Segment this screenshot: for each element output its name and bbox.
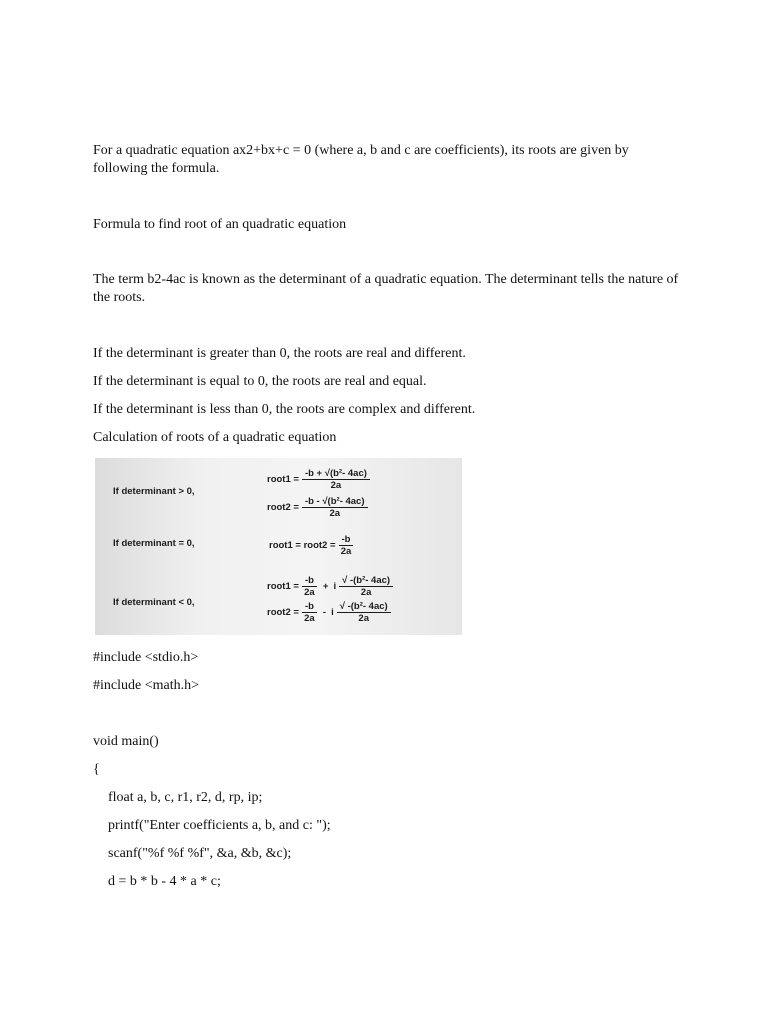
fraction-numerator: -b [302,575,317,587]
root1-label: root1 = [267,581,299,592]
root2-label: root2 = [267,502,299,513]
code-printf: printf("Enter coefficients a, b, and c: "); [108,818,331,833]
root2-label: root2 = [267,607,299,618]
fraction-numerator: -b [302,601,317,613]
root-equal-formula [269,534,356,557]
root1-fraction [302,468,370,491]
fraction-denominator: 2a [330,480,342,491]
case-less-text: If the determinant is less than 0, the roots are complex and different. [93,402,476,417]
case-zero-label: If determinant = 0, [113,538,195,549]
calculation-heading: Calculation of roots of a quadratic equation [93,430,337,445]
code-determinant: d = b * b - 4 * a * c; [108,874,221,889]
case-positive-label: If determinant > 0, [113,486,195,497]
root2-fraction [302,496,368,519]
root-equal-fraction [339,534,354,557]
minus-sign: - [322,607,327,618]
plus-sign: + [322,581,329,592]
code-main-signature: void main() [93,734,159,749]
real-part-fraction [302,575,317,598]
fraction-denominator: 2a [304,587,315,598]
imaginary-part-fraction [337,601,391,624]
real-part-fraction [302,601,317,624]
fraction-numerator: -b - √(b²- 4ac) [302,496,368,508]
code-include-stdio: #include <stdio.h> [93,650,199,665]
fraction-denominator: 2a [360,587,372,598]
code-include-math: #include <math.h> [93,678,199,693]
case-negative-label: If determinant < 0, [113,597,195,608]
imaginary-part-fraction [339,575,393,598]
code-scanf: scanf("%f %f %f", &a, &b, &c); [108,846,292,861]
root2-positive-formula [267,496,371,519]
case-equal-text: If the determinant is equal to 0, the roots are real and equal. [93,374,427,389]
fraction-numerator: √ -(b²- 4ac) [337,601,391,613]
imaginary-unit: i [333,581,337,592]
root1-label: root1 = [267,474,299,485]
fraction-denominator: 2a [340,546,352,557]
fraction-denominator: 2a [358,613,369,624]
case-greater-text: If the determinant is greater than 0, the roots are real and different. [93,346,466,361]
root1-complex-formula [267,575,396,598]
formula-heading: Formula to find root of an quadratic equation [93,217,347,232]
determinant-paragraph: The term b2-4ac is known as the determinant of a quadratic equation. The determinant tells the nature of the roots. [93,272,679,305]
root2-complex-formula [267,601,394,624]
fraction-denominator: 2a [329,508,341,519]
roots-formula-figure [95,458,462,635]
code-open-brace: { [93,762,100,777]
code-declaration: float a, b, c, r1, r2, d, rp, ip; [108,790,263,805]
root-equal-label: root1 = root2 = [269,540,336,551]
fraction-numerator: -b [339,534,354,546]
fraction-numerator: √ -(b²- 4ac) [339,575,393,587]
fraction-denominator: 2a [304,613,315,624]
intro-paragraph: For a quadratic equation ax2+bx+c = 0 (where a, b and c are coefficients), its roots are given by following the formula. [93,143,629,176]
fraction-numerator: -b + √(b²- 4ac) [302,468,370,480]
root1-positive-formula [267,468,373,491]
imaginary-unit: i [331,607,334,618]
